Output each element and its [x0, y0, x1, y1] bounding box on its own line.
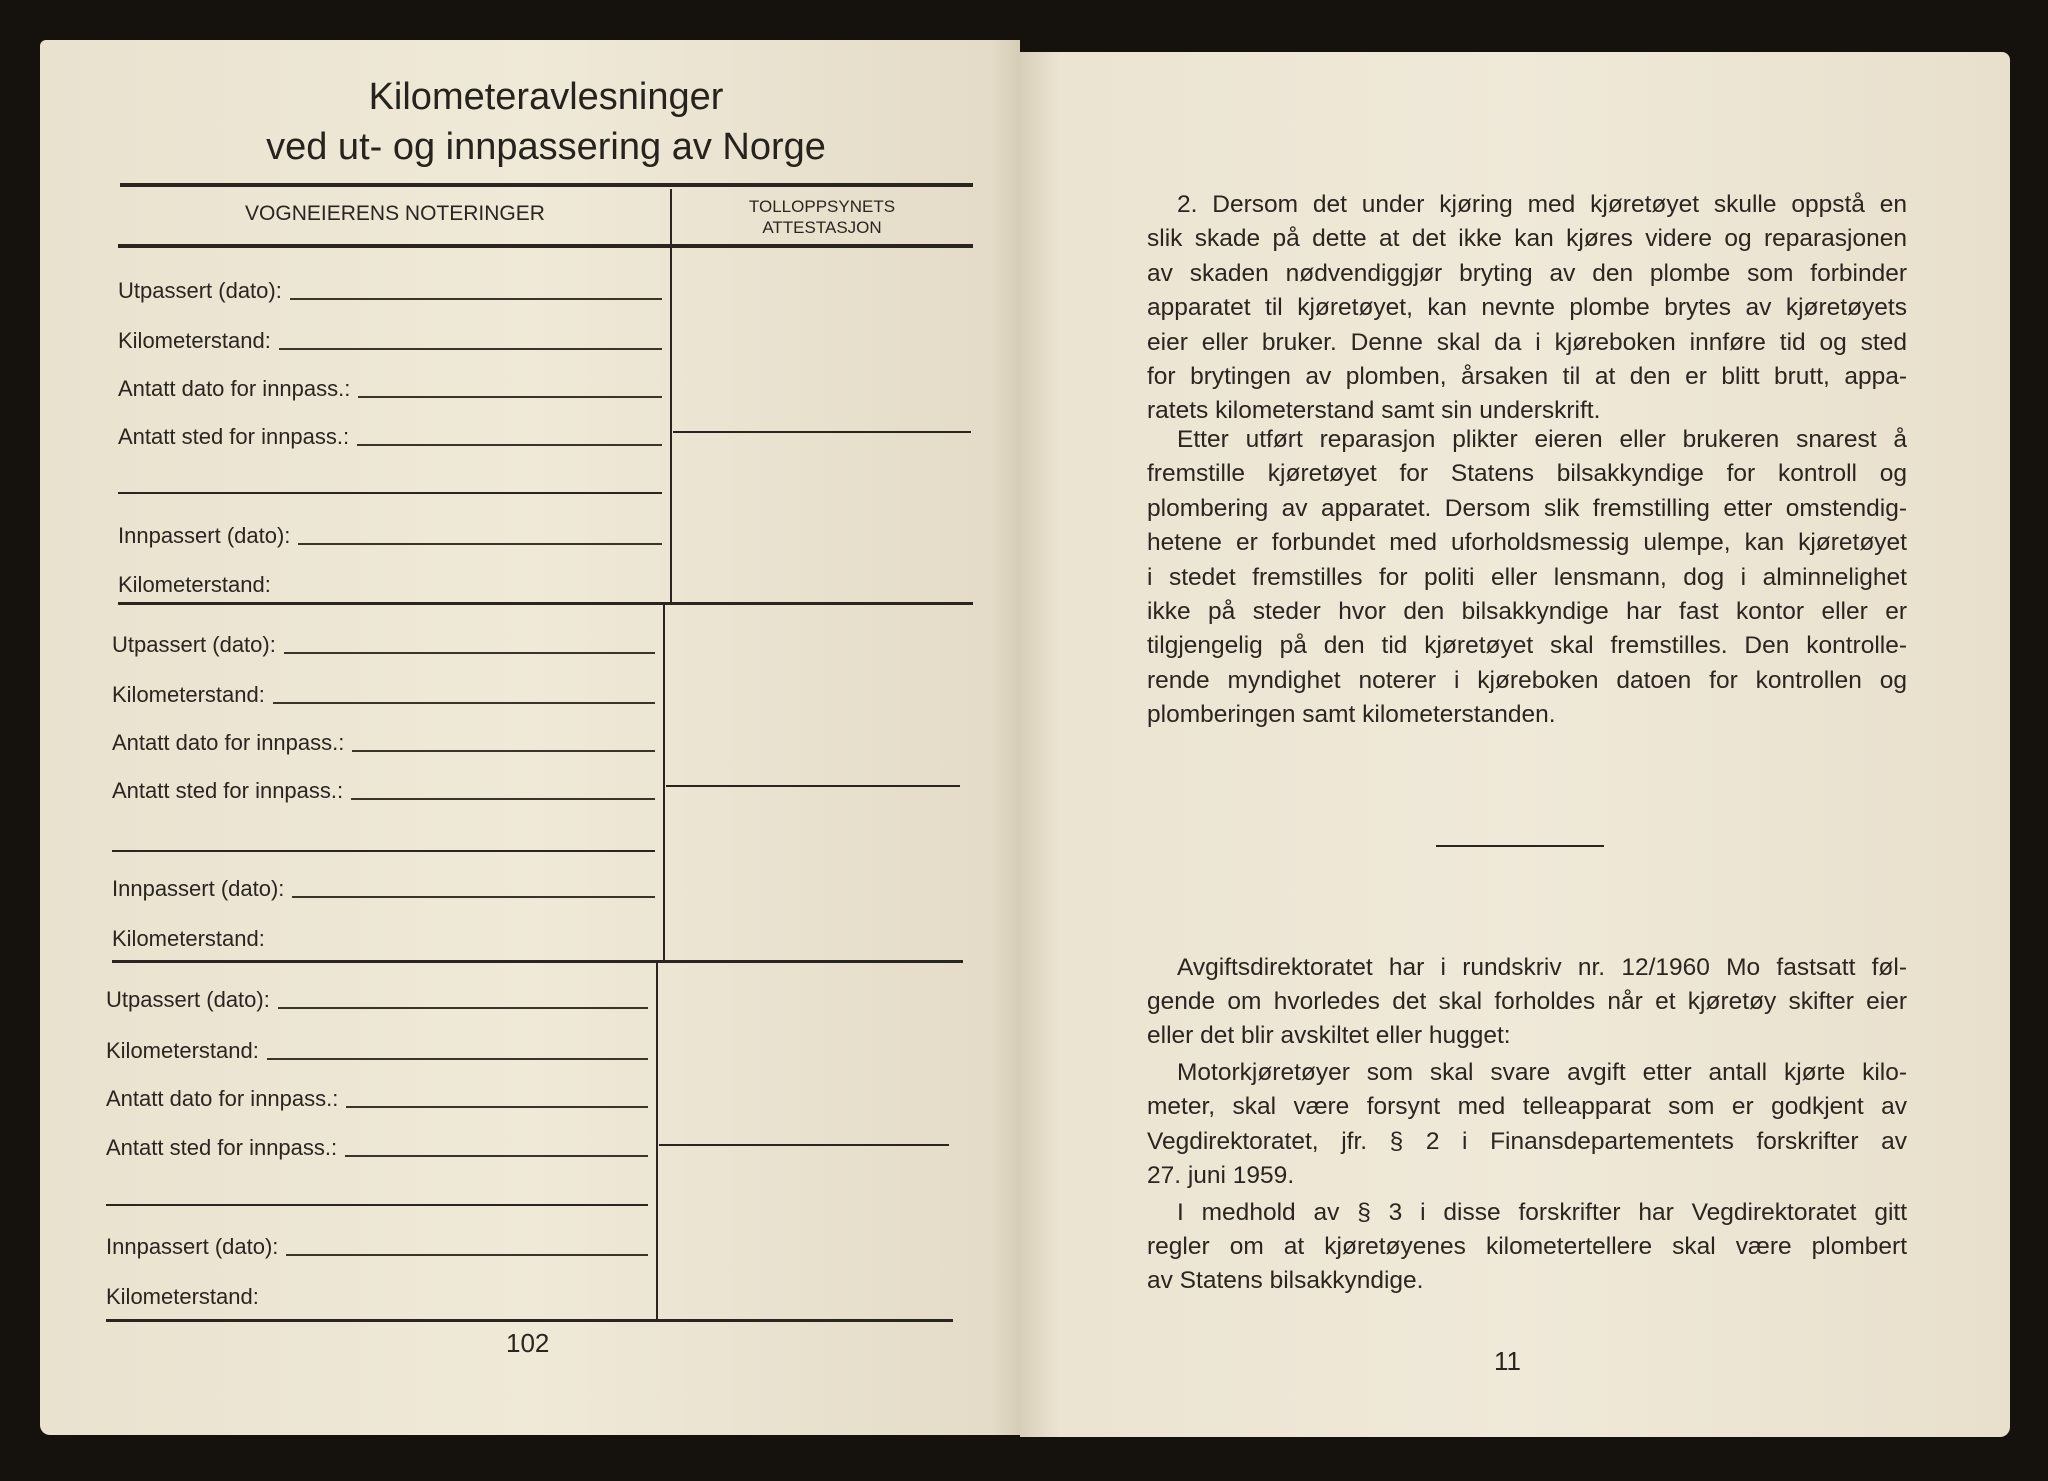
text-line: eier eller bruker. Denne skal da i kjøreboken innføre tid og sted: [1147, 328, 1907, 356]
column-divider: [656, 960, 658, 1319]
form-field-utpassert: [106, 983, 648, 1013]
form-field-innpassert: [106, 1230, 648, 1260]
fill-in-line: [358, 396, 662, 398]
text-line: i stedet fremstilles for politi eller lensmann, dog i alminnelighet: [1147, 563, 1907, 591]
fill-in-line: [351, 798, 655, 800]
paragraph: [1147, 423, 1907, 733]
text-line: gende om hvorledes det skal forholdes når et kjøretøy skifter eier: [1147, 988, 1907, 1015]
fill-in-line: [284, 652, 655, 654]
form-field-kilometerstand: [118, 324, 662, 354]
column-divider: [663, 602, 665, 960]
fill-in-line: [278, 1007, 648, 1009]
paragraph: [1147, 188, 1907, 429]
text-line: slik skade på dette at det ikke kan kjøres videre og reparasjonen: [1147, 225, 1907, 253]
header-right-line1: TOLLOPPSYNETS: [748, 197, 896, 216]
text-line: tilgjengelig på den tid kjøretøyet skal fremstilles. Den kontrolle-: [1147, 632, 1907, 660]
text-line: plomberingen samt kilometerstanden.: [1147, 701, 1556, 729]
paragraph: [1147, 951, 1907, 1053]
header-right-line2: ATTESTASJON: [762, 218, 882, 237]
text-line: Vegdirektoratet, jfr. § 2 i Finansdepartementets forskrifter av: [1147, 1127, 1907, 1155]
fill-in-line: [352, 750, 655, 752]
field-label: Utpassert (dato):: [112, 632, 276, 657]
table-top-rule: [120, 183, 973, 187]
text-line: rende myndighet noterer i kjøreboken datoen for kontrollen og: [1147, 666, 1907, 694]
fill-in-line: [357, 444, 662, 446]
form-field-antatt-dato: [118, 372, 662, 402]
fill-in-line: [279, 348, 662, 350]
fill-in-line: [298, 543, 662, 545]
fill-in-line: [273, 702, 655, 704]
page-number-right: 11: [1494, 1346, 1521, 1376]
form-field-utpassert: [118, 274, 662, 304]
field-label: Antatt dato for innpass.:: [112, 730, 345, 755]
text-line: plombering av apparatet. Dersom slik fremstilling etter omstendig-: [1147, 494, 1907, 522]
form-subtitle: ved ut- og innpassering av Norge: [266, 126, 826, 168]
text-line: apparatet til kjøretøyet, kan nevnte plombe brytes av kjøretøyets: [1147, 294, 1907, 322]
text-line: hetene er forbundet med uforholdsmessig ulempe, kan kjøretøyet: [1147, 529, 1907, 557]
section-rule: [118, 602, 973, 605]
fill-in-line: [292, 896, 655, 898]
field-label: Innpassert (dato):: [118, 523, 291, 548]
text-line: Motorkjøretøyer som skal svare avgift etter antall kjørte kilo-: [1177, 1059, 1907, 1086]
field-label: Innpassert (dato):: [112, 876, 285, 901]
field-label: Utpassert (dato):: [106, 987, 270, 1012]
field-label: Kilometerstand:: [112, 926, 265, 951]
form-field-innpassert: [118, 519, 662, 549]
form-field-antatt-dato: [106, 1082, 648, 1112]
field-label: Antatt dato for innpass.:: [118, 376, 351, 401]
text-line: Avgiftsdirektoratet har i rundskriv nr. 12/1960 Mo fastsatt føl-: [1177, 954, 1907, 981]
text-line: meter, skal være forsynt med telleapparat som er godkjent av: [1147, 1093, 1907, 1121]
form-field-kilometerstand-end: [112, 922, 655, 952]
header-vogneierens-noteringer: VOGNEIERENS NOTERINGER: [245, 202, 545, 225]
field-label: Kilometerstand:: [112, 682, 265, 707]
text-line: av skaden nødvendiggjør bryting av den plombe som forbinder: [1147, 259, 1907, 287]
field-label: Antatt dato for innpass.:: [106, 1086, 339, 1111]
form-field-antatt-sted: [106, 1131, 648, 1161]
text-line: fremstille kjøretøyet for Statens bilsakkyndige for kontroll og: [1147, 460, 1907, 488]
text-line: for brytingen av plomben, årsaken til at den er blitt brutt, appa-: [1147, 362, 1907, 390]
text-line: regler om at kjøretøyenes kilometertellere skal være plombert: [1147, 1233, 1907, 1260]
form-field-utpassert: [112, 628, 655, 658]
page-number-left: 102: [506, 1328, 550, 1358]
form-field-kilometerstand: [112, 678, 655, 708]
attestation-line: [666, 785, 960, 787]
attestation-line: [673, 431, 971, 433]
field-label: Antatt sted for innpass.:: [118, 424, 350, 449]
text-line: eller det blir avskiltet eller hugget:: [1147, 1022, 1511, 1049]
blank-line: [112, 850, 655, 852]
text-line: I medhold av § 3 i disse forskrifter har Vegdirektoratet gitt: [1177, 1199, 1907, 1226]
blank-line: [118, 492, 662, 494]
text-line: Etter utført reparasjon plikter eieren eller brukeren snarest å: [1177, 426, 1907, 453]
field-label: Innpassert (dato):: [106, 1234, 279, 1259]
form-field-kilometerstand: [106, 1034, 648, 1064]
header-bottom-rule: [118, 244, 973, 248]
fill-in-line: [346, 1106, 648, 1108]
field-label: Kilometerstand:: [106, 1038, 259, 1063]
form-field-kilometerstand-end: [106, 1280, 648, 1310]
field-label: Antatt sted for innpass.:: [112, 778, 344, 803]
field-label: Antatt sted for innpass.:: [106, 1135, 338, 1160]
field-label: Kilometerstand:: [118, 328, 271, 353]
form-field-antatt-dato: [112, 726, 655, 756]
text-line: 2. Dersom det under kjøring med kjøretøyet skulle oppstå en: [1177, 191, 1907, 218]
header-tolloppsynets-attestasjon: [672, 196, 972, 238]
separator-rule: [1436, 845, 1604, 847]
section-rule: [112, 960, 963, 963]
section-rule: [106, 1319, 953, 1322]
paragraph: [1147, 1196, 1907, 1298]
form-field-antatt-sted: [112, 774, 655, 804]
attestation-line: [659, 1144, 949, 1146]
field-label: Kilometerstand:: [118, 572, 271, 597]
fill-in-line: [290, 298, 662, 300]
text-line: av Statens bilsakkyndige.: [1147, 1267, 1424, 1294]
form-field-antatt-sted: [118, 420, 662, 450]
form-field-innpassert: [112, 872, 655, 902]
paragraph: [1147, 1056, 1907, 1194]
form-field-kilometerstand-end: [118, 568, 662, 598]
fill-in-line: [286, 1254, 648, 1256]
text-line: ikke på steder hvor den bilsakkyndige har fast kontor eller er: [1147, 597, 1907, 625]
field-label: Utpassert (dato):: [118, 278, 282, 303]
column-divider: [670, 189, 672, 602]
blank-line: [106, 1204, 648, 1206]
fill-in-line: [345, 1155, 648, 1157]
text-line: ratets kilometerstand samt sin underskrift.: [1147, 397, 1601, 425]
form-title: Kilometeravlesninger: [368, 76, 724, 118]
field-label: Kilometerstand:: [106, 1284, 259, 1309]
fill-in-line: [267, 1058, 648, 1060]
text-line: 27. juni 1959.: [1147, 1162, 1295, 1190]
